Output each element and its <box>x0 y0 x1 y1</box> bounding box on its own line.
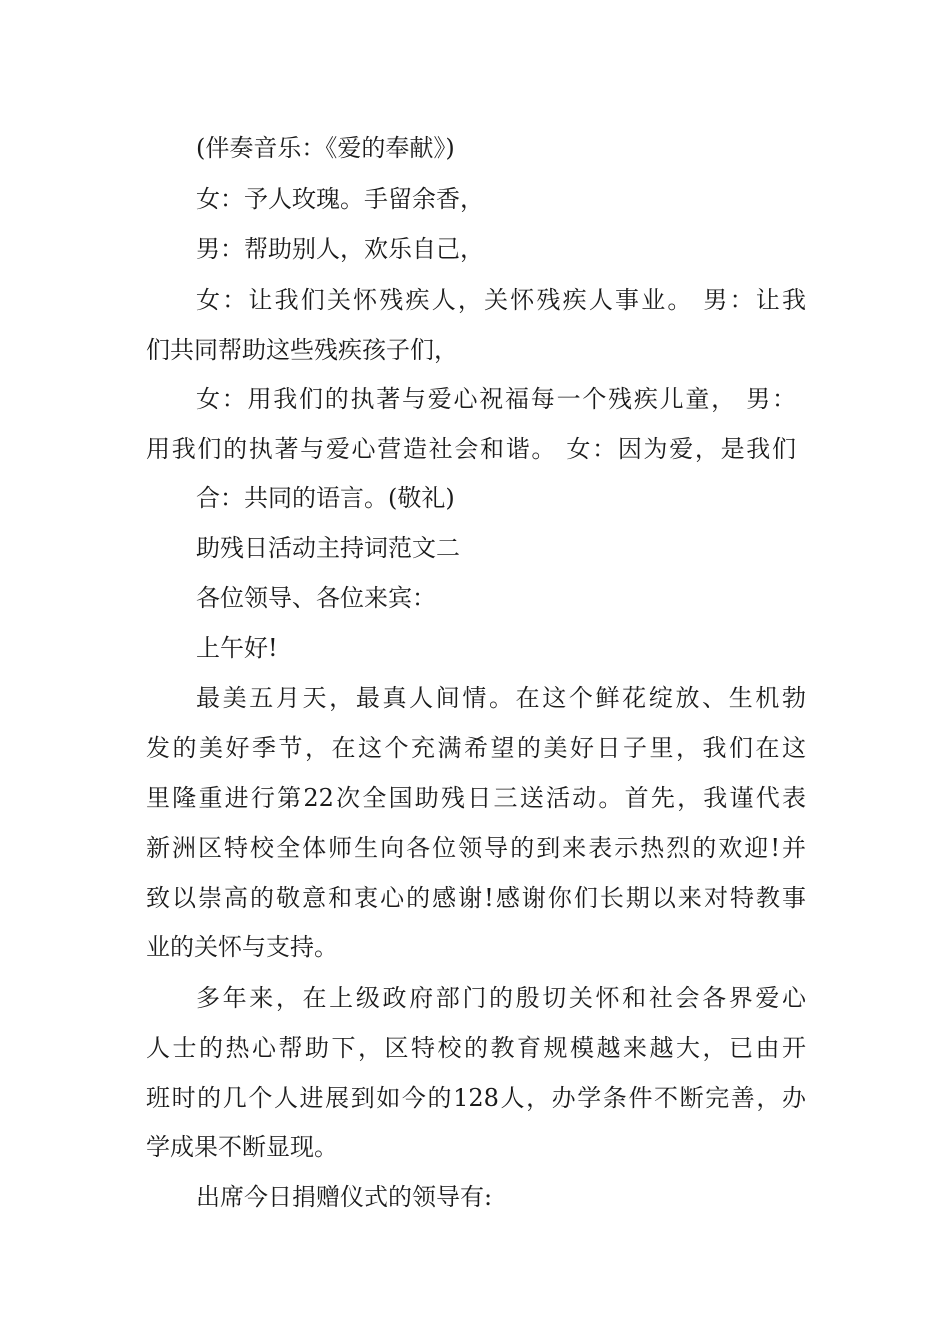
text-line: 业的关怀与支持。 <box>146 933 338 961</box>
text-line: (伴奏音乐：《爱的奉献》) <box>196 134 455 162</box>
text-line: 发的美好季节，在这个充满希望的美好日子里，我们在这 <box>146 734 806 762</box>
text-line: 男：帮助别人，欢乐自己， <box>196 235 484 263</box>
section-heading: 助残日活动主持词范文二 <box>196 534 460 562</box>
text-line: 学成果不断显现。 <box>146 1133 338 1161</box>
text-line: 最美五月天，最真人间情。在这个鲜花绽放、生机勃 <box>196 684 806 712</box>
text-line: 人士的热心帮助下，区特校的教育规模越来越大，已由开 <box>146 1034 806 1062</box>
text-line: 各位领导、各位来宾： <box>196 584 436 612</box>
text-line: 新洲区特校全体师生向各位领导的到来表示热烈的欢迎!并 <box>146 834 806 862</box>
text-line: 女：让我们关怀残疾人，关怀残疾人事业。 男：让我 <box>196 286 806 314</box>
text-line: 多年来，在上级政府部门的殷切关怀和社会各界爱心 <box>196 984 806 1012</box>
text-line: 女：予人玫瑰。手留余香， <box>196 185 484 213</box>
text-line: 合：共同的语言。(敬礼) <box>196 484 455 512</box>
text-line: 用我们的执著与爱心营造社会和谐。 女：因为爱，是我们 <box>146 435 796 463</box>
text-line: 女：用我们的执著与爱心祝福每一个残疾儿童， 男： <box>196 385 796 413</box>
text-line: 致以崇高的敬意和衷心的感谢!感谢你们长期以来对特教事 <box>146 884 806 912</box>
text-line: 里隆重进行第22次全国助残日三送活动。首先，我谨代表 <box>146 784 806 812</box>
text-line: 们共同帮助这些残疾孩子们， <box>146 336 458 364</box>
text-line: 班时的几个人进展到如今的128人，办学条件不断完善，办 <box>146 1084 806 1112</box>
text-line: 出席今日捐赠仪式的领导有: <box>196 1183 493 1211</box>
text-line: 上午好! <box>196 634 278 662</box>
